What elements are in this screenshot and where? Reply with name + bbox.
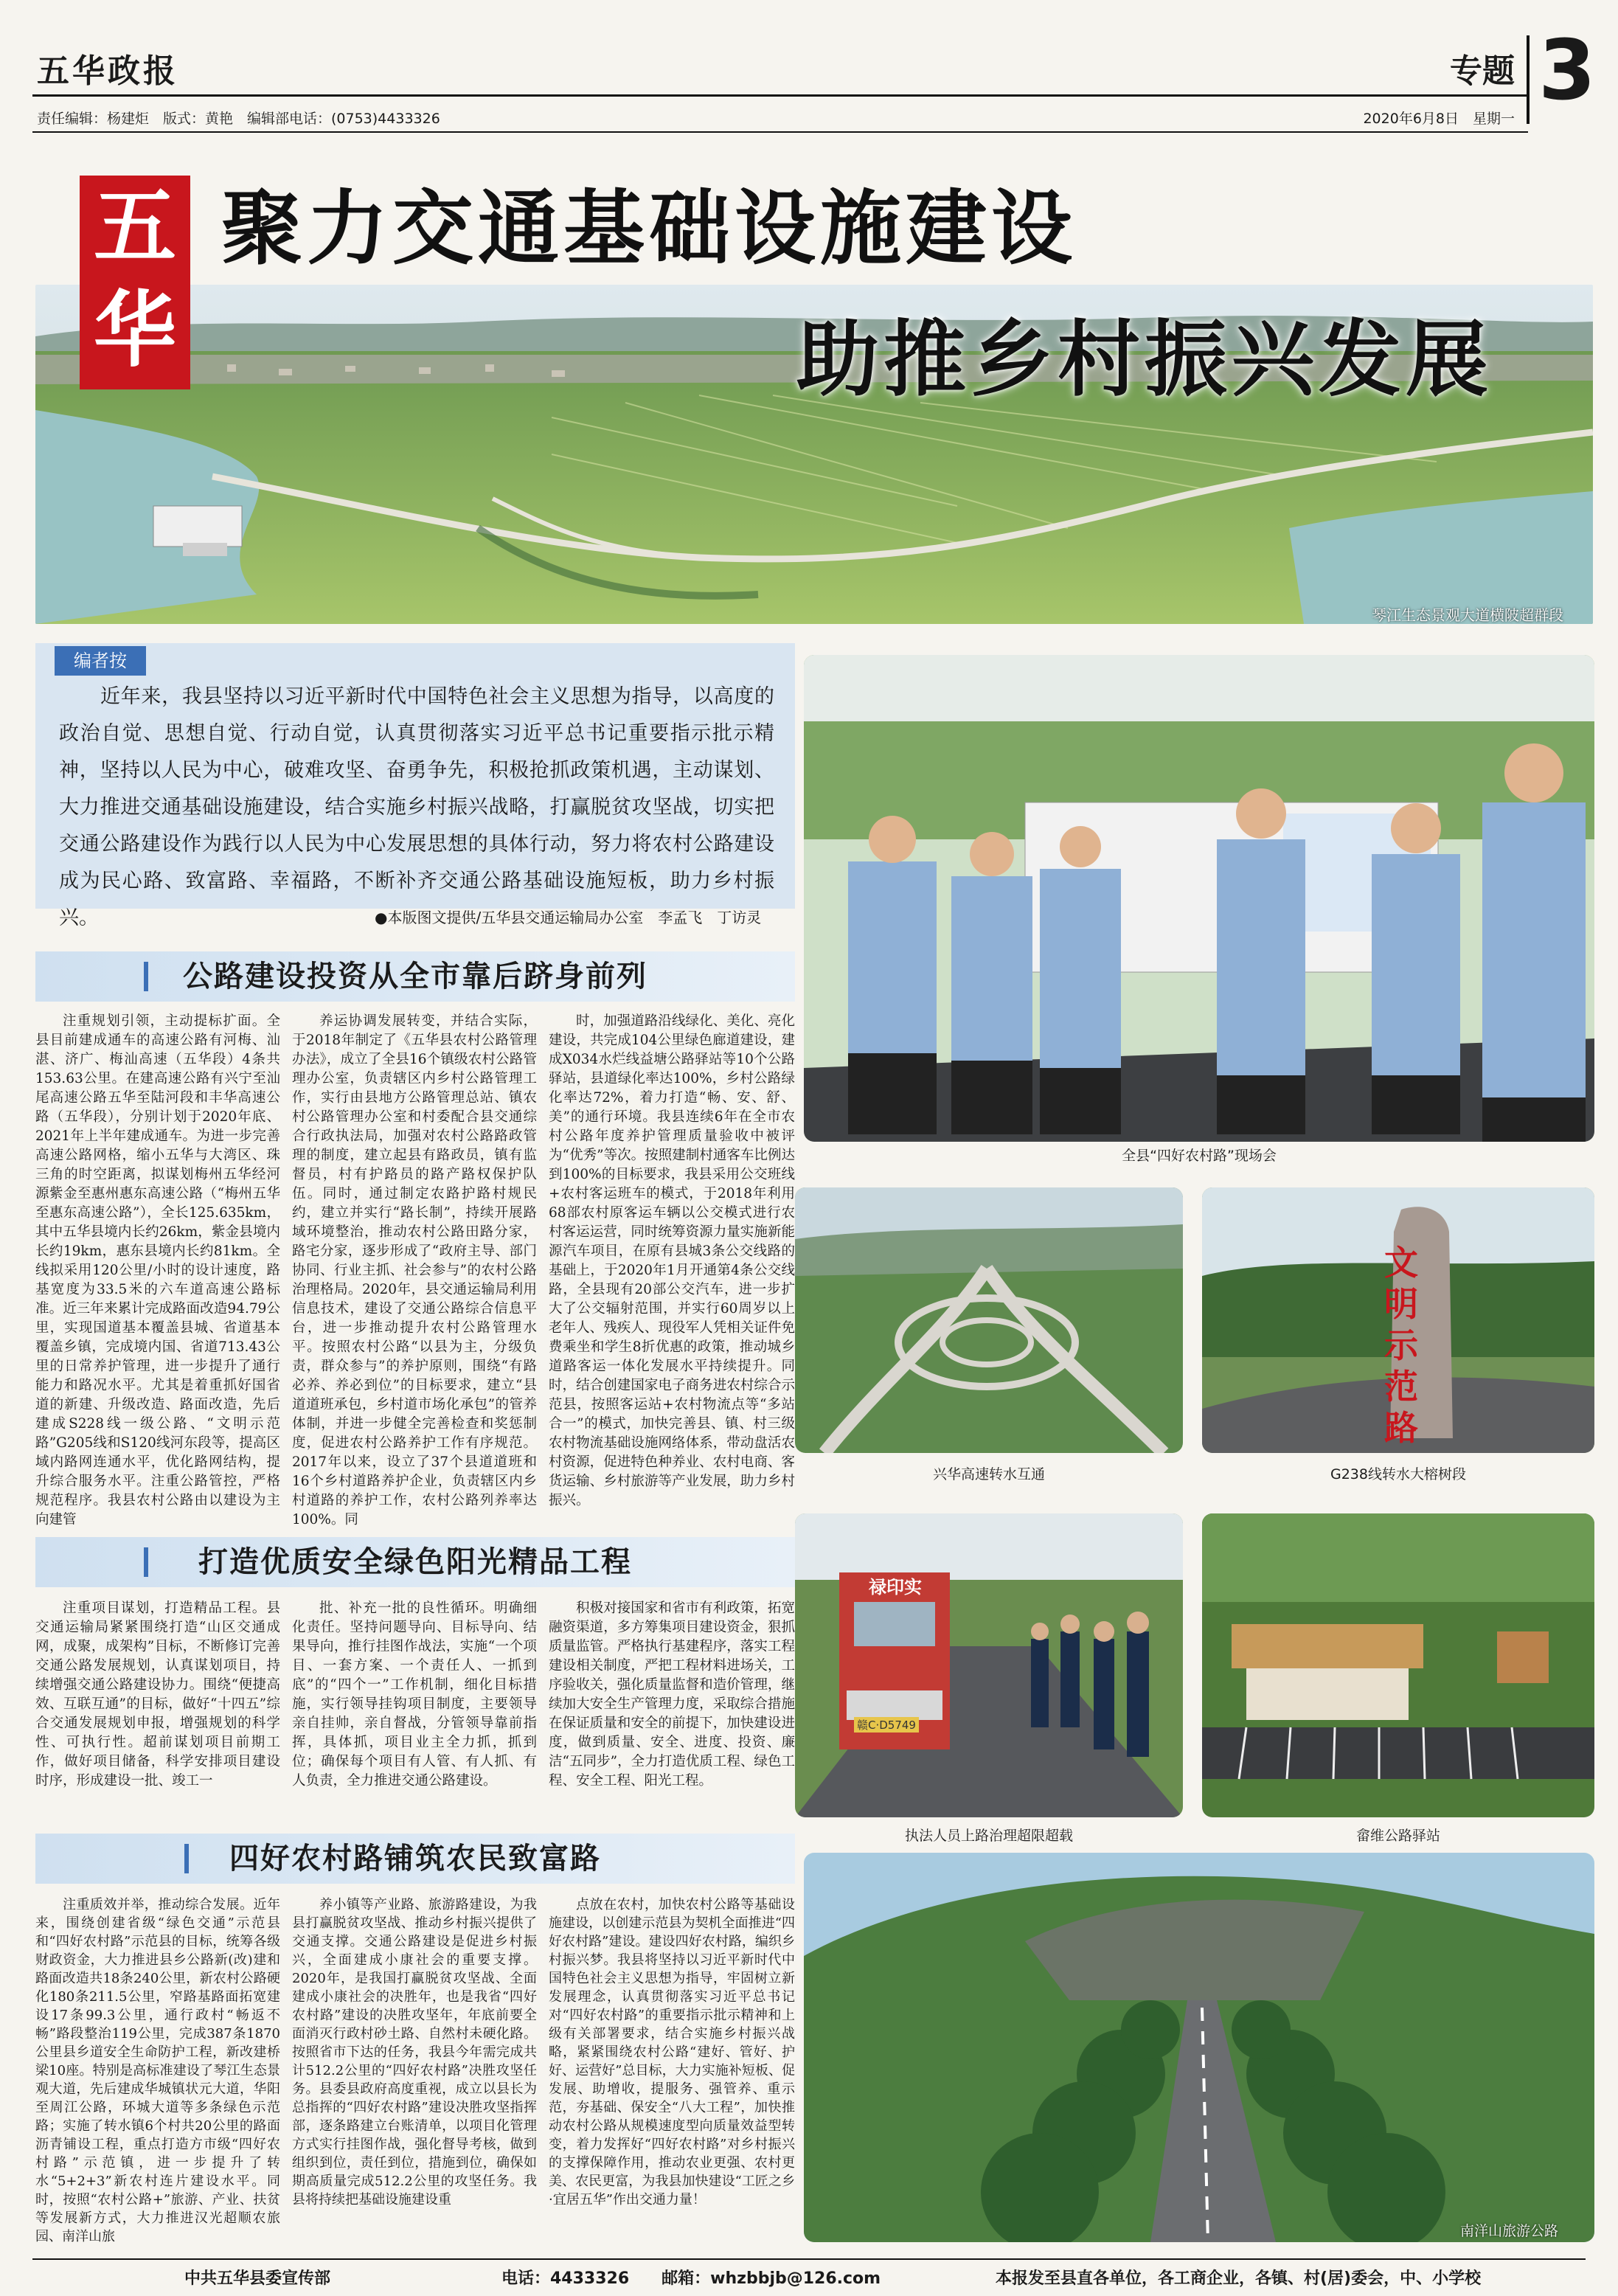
hero-caption: 琴江生态景观大道横陂超群段 [1372, 606, 1563, 624]
photo-enforcement [795, 1513, 1183, 1817]
section1-column-1 [35, 1012, 280, 1530]
photo-interchange-caption: 兴华高速转水互通 [932, 1466, 1045, 1482]
section1-paragraph-3: 时，加强道路沿线绿化、美化、亮化建设，共完成104公里绿色廊道建设，建成X034水烂线益塘公路驿站等10个公路驿站，县道绿化率达100%，乡村公路绿化率达72%，着力打造“畅、安、舒、美”的通行环境。我县连续6年在全市农村公路年度养护管理质量验收中被评为“优秀”等次。按照建制村通客车比例达到100%的目标要求，我县采用公交班线+农村客运班车的模式，于2018年利用68部农村原客运车辆以公交模式进行农村客运运营，同时统筹资源力量实施新能源汽车项目，在原有县城3条公交线路的基础上，于2020年1月开通第4条公交线路，全县现有20部公交汽车，进一步扩大了公交辐射范围，并实行60周岁以上老年人、残疾人、现役军人凭相关证件免费乘坐和学生8折优惠的政策，推动城乡道路客运一体化发展水平持续提升。同时，结合创建国家电子商务进农村综合示范县，按照客运站+农村物流点等“多站合一”的模式，加快完善县、镇、村三级农村物流基础设施网络体系，带动盘活农村资源，促进特色种养业、农村电商、客货运输、乡村旅游等产业发展，助力乡村振兴。 [549, 1013, 795, 1508]
photo-tourist-road [804, 1853, 1594, 2242]
header-rule-lower [32, 131, 1528, 133]
truck-banner-text: 禄印实 [869, 1576, 922, 1598]
county-badge [80, 176, 190, 389]
page-date: 2020年6月8日 星期一 [1363, 111, 1515, 127]
section2-column-3 [549, 1599, 795, 1791]
section1-column-2 [292, 1012, 537, 1530]
section3-column-2 [292, 1896, 537, 2209]
section3-paragraph-1: 注重质效并举，推动综合发展。近年来，围绕创建省级“绿色交通”示范县和“四好农村路”示范县的目标，统筹各级财政资金，大力推进县乡公路新(改)建和路面改造共18条240公里，新农村公路硬化180条211.5公里，窄路基路面拓宽建设17条99.3公里，通行政村“畅返不畅”路段整治119公里，完成387条1870公里县乡道安全生命防护工程，新改建桥梁10座。特别是高标准建设了琴江生态景观大道，先后建成华城镇状元大道，华阳至周江公路，环城大道等多条绿色示范路；实施了转水镇6个村共20公里的路面沥青铺设工程，重点打造方市级“四好农村路”示范镇，进一步提升了转水“5+2+3”新农村连片建设水平。同时，按照“农村公路+”旅游、产业、扶贫等发展新方式，大力推进汉光超顺农旅园、南洋山旅 [35, 1897, 280, 2244]
section1-paragraph-1: 注重规划引领，主动提标扩面。全县目前建成通车的高速公路有河梅、汕湛、济广、梅汕高速（五华段）4条共153.63公里。在建高速公路有兴宁至汕尾高速公路五华至陆河段和丰华高速公路（五华段），分别计划于2020年底、2021年上半年建成通车。为进一步完善高速公路网格，缩小五华与大湾区、珠三角的时空距离，拟谋划梅州五华经河源紫金至惠州惠东高速公路（“梅州五华至惠东高速公路”），全长125.635km，其中五华县境内长约26km，紫金县境内长约19km，惠东县境内长约81km。全线拟采用120公里/小时的设计速度，路基宽度为33.5米的六车道高速公路标准。近三年来累计完成路面改造94.79公里，实现国道基本覆盖县城、省道基本覆盖乡镇，完成境内国、省道713.43公里的日常养护管理，进一步提升了通行能力和路况水平。尤其是着重抓好国省道的新建、升级改造、路面改造，先后建成S228线一级公路、“文明示范路”G205线和S120线河东段等，提高区域内路网连通水平，优化路网结构，提升综合服务水平。注重公路管控，严格规范程序。我县农村公路由以建设为主向建管 [35, 1013, 280, 1527]
footer-contact: 电话：4433326 邮箱：whzbbjb@126.com [501, 2269, 881, 2288]
editor-credits: 责任编辑：杨建炬 版式：黄艳 编辑部电话：(0753)4433326 [37, 111, 440, 127]
photo-enforcement-caption: 执法人员上路治理超限超载 [904, 1828, 1073, 1844]
section1-title: 公路建设投资从全市靠后跻身前列 [183, 959, 647, 993]
editor-note-tag: 编者按 [55, 646, 146, 676]
footer-distribution: 本报发至县直各单位，各工商企业，各镇、村(居)委会，中、小学校 [996, 2269, 1482, 2288]
section1-paragraph-2: 养运协调发展转变，并结合实际，于2018年制定了《五华县农村公路管理办法》，成立了全县16个镇级农村公路管理办公室，负责辖区内乡村公路管理工作，实行由县地方公路管理总站、镇农村公路管理办公室和村委配合县交通综合行政执法局，加强对农村公路路政管理的制度，建立起县有路政员，镇有监督员，村有护路员的路产路权保护队伍。同时，通过制定农路护路村规民约，建立并实行“路长制”，持续开展路域环境整治，推动农村公路田路分家，路宅分家，逐步形成了“政府主导、部门协同、行业主抓、社会参与”的农村公路治理格局。2020年，县交通运输局利用信息技术，建设了交通公路综合信息平台，进一步推动提升农村公路管理水平。按照农村公路“以县为主，分级负责，群众参与”的养护原则，围绕“有路必养、养必到位”的目标要求，建立“县道道班承包，乡村道市场化承包”的管养体制，并进一步健全完善检查和奖惩制度，促进农村公路养护工作有序规范。2017年以来，设立了37个县道道班和16个乡村道路养护企业，负责辖区内乡村道路的养护工作，农村公路列养率达100%。同 [292, 1013, 537, 1527]
county-badge-top: 五 [94, 178, 176, 275]
section3-column-3 [549, 1896, 795, 2209]
page-number-divider [1527, 35, 1530, 124]
section2-column-1 [35, 1599, 280, 1791]
footer-rule [32, 2258, 1586, 2260]
section2-paragraph-2: 批、补充一批的良性循环。明确细化责任。坚持问题导向、目标导向、结果导向，推行挂图作战法，实施“一个项目、一套方案、一个责任人、一抓到底”的“四个一”工作机制，细化目标措施，实行领导挂钩项目制度，主要领导亲自挂帅，亲自督战，分管领导靠前指挥，具体抓，项目业主全力抓，抓到位；确保每个项目有人管、有人抓、有人负责，全力推进交通公路建设。 [292, 1600, 537, 1789]
section2-column-2 [292, 1599, 537, 1791]
footer-publisher: 中共五华县委宣传部 [184, 2269, 331, 2288]
section3-title: 四好农村路铺筑农民致富路 [229, 1841, 601, 1876]
editor-note-text: 近年来，我县坚持以习近平新时代中国特色社会主义思想为指导，以高度的政治自觉、思想自觉、行动自觉，认真贯彻落实习近平总书记重要指示批示精神，坚持以人民为中心，破难攻坚、奋勇争先，积极抢抓政策机遇，主动谋划、大力推进交通基础设施建设，结合实施乡村振兴战略，打赢脱贫攻坚战，切实把交通公路建设作为践行以人民为中心发展思想的具体行动，努力将农村公路建设成为民心路、致富路、幸福路，不断补齐交通公路基础设施短板，助力乡村振兴。 [59, 685, 774, 929]
topic-label: 专题 [1450, 52, 1515, 90]
photo-site-meeting-caption: 全县“四好农村路”现场会 [1122, 1148, 1277, 1164]
photo-interchange [795, 1187, 1183, 1453]
photo-roadside-station-caption: 畲维公路驿站 [1355, 1828, 1440, 1844]
headline-line1: 聚力交通基础设施建设 [221, 181, 1077, 276]
county-badge-bottom: 华 [94, 282, 176, 378]
stone-sign-text: 文明示范路 [1384, 1243, 1418, 1448]
section2-title: 打造优质安全绿色阳光精品工程 [198, 1544, 632, 1579]
section3-paragraph-2: 养小镇等产业路、旅游路建设，为我县打赢脱贫攻坚战、推动乡村振兴提供了交通支撑。交通公路建设是促进乡村振兴，全面建成小康社会的重要支撑。2020年，是我国打赢脱贫攻坚战、全面建成小康社会的决胜年，也是我省“四好农村路”建设的决胜攻坚年，年底前要全面消灭行政村砂土路、自然村未硬化路。按照省市下达的任务，我县今年需完成共计512.2公里的“四好农村路”决胜攻坚任务。县委县政府高度重视，成立以县长为总指挥的“四好农村路”建设决胜攻坚指挥部，逐条路建立台账清单，以项目化管理方式实行挂图作战，强化督导考核，做到组织到位，责任到位，措施到位，确保如期高质量完成512.2公里的攻坚任务。我县将持续把基础设施建设重 [292, 1897, 537, 2207]
photo-stone-sign-caption: G238线转水大榕树段 [1330, 1466, 1466, 1482]
page-number: 3 [1538, 23, 1596, 119]
header-rule [32, 94, 1528, 97]
section3-column-1 [35, 1896, 280, 2246]
section3-paragraph-3: 点放在农村，加快农村公路等基础设施建设，以创建示范县为契机全面推进“四好农村路”建设。建设四好农村路，编织乡村振兴梦。我县将坚持以习近平新时代中国特色社会主义思想为指导，牢固树立新发展理念，认真贯彻落实习近平总书记对“四好农村路”的重要指示批示精神和上级有关部署要求，结合实施乡村振兴战略，紧紧围绕农村公路“建好、管好、护好、运营好”总目标，大力实施补短板、促发展、助增收，提服务、强管养、重示范，夯基础、保安全“八大工程”，加快推动农村公路从规模速度型向质量效益型转变，着力发挥好“四好农村路”对乡村振兴的支撑保障作用，推动农业更强、农村更美、农民更富，为我县加快建设“工匠之乡·宜居五华”作出交通力量！ [549, 1897, 795, 2207]
photo-tourist-road-caption: 南洋山旅游公路 [1460, 2223, 1559, 2239]
photo-credit: ●本版图文提供/五华县交通运输局办公室 李孟飞 丁访灵 [375, 909, 762, 926]
photo-site-meeting [804, 655, 1594, 1142]
masthead: 五华政报 [37, 52, 178, 90]
headline-line2: 助推乡村振兴发展 [796, 311, 1493, 408]
section2-paragraph-3: 积极对接国家和省市有利政策，拓宽融资渠道，多方筹集项目建设资金，狠抓质量监管。严格执行基建程序，落实工程建设相关制度，严把工程材料进场关，工序验收关，强化质量监督和造价管理，继续加大安全生产管理力度，采取综合措施在保证质量和安全的前提下，加快建设进度，做到质量、安全、进度、投资、廉洁“五同步”，全力打造优质工程、绿色工程、安全工程、阳光工程。 [549, 1600, 795, 1789]
section1-column-3 [549, 1012, 795, 1511]
photo-roadside-station [1202, 1513, 1594, 1817]
section2-paragraph-1: 注重项目谋划，打造精品工程。县交通运输局紧紧围绕打造“山区交通成网，成聚，成架构”目标，不断修订完善交通公路发展规划，认真谋划项目，持续增强交通公路建设协力。围绕“便捷高效、互联互通”的目标，做好“十四五”综合交通发展规划申报，增强规划的科学性、可执行性。超前谋划项目前期工作，做好项目储备，科学安排项目建设时序，形成建设一批、竣工一 [35, 1600, 280, 1789]
truck-plate: 赣C·D5749 [854, 1717, 919, 1733]
